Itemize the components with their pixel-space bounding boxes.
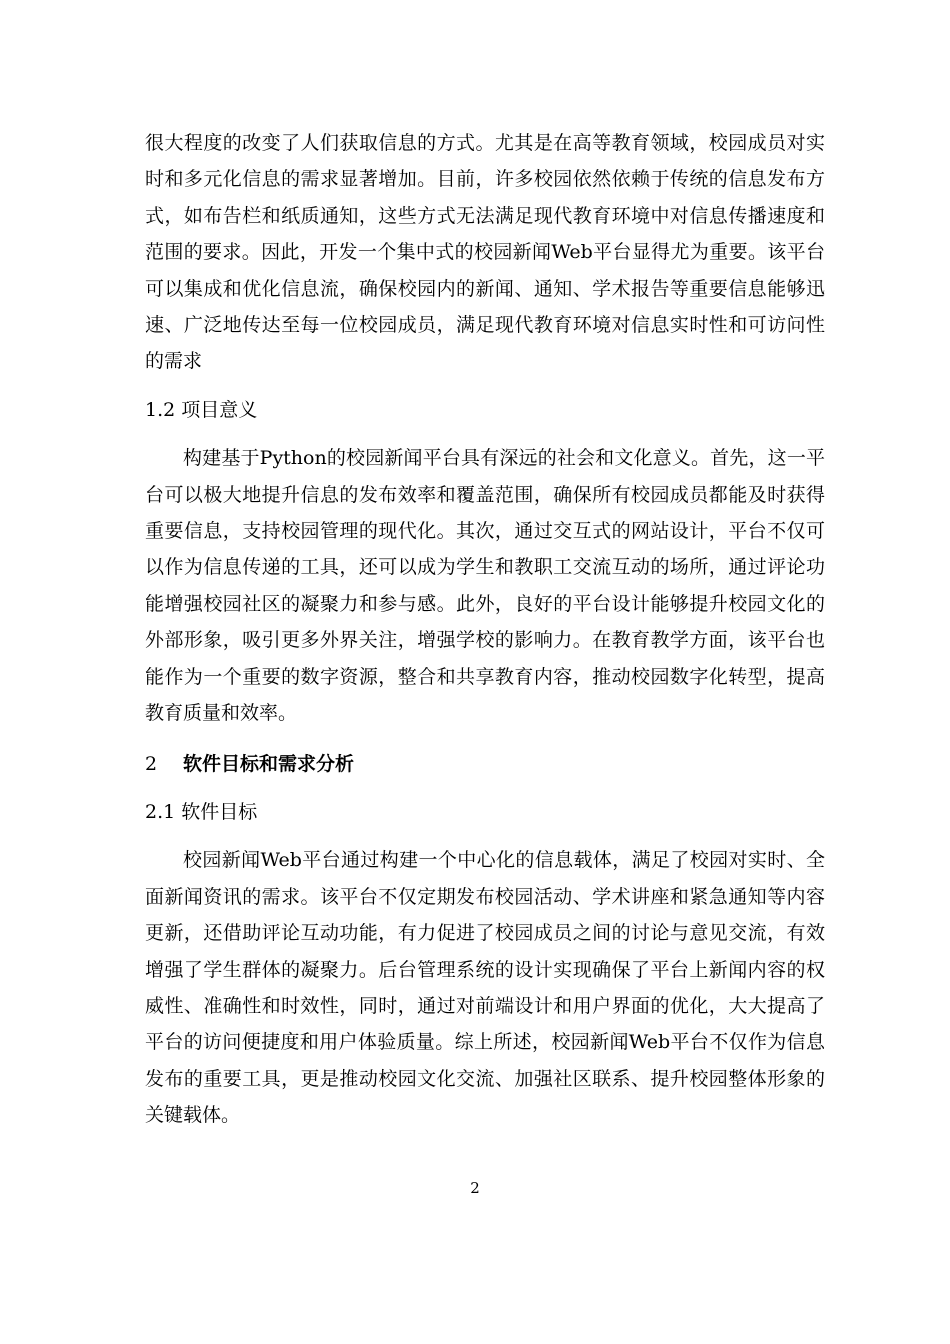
section-1-2-heading: 1.2 项目意义 [145, 398, 258, 421]
intro-paragraph: 很大程度的改变了人们获取信息的方式。尤其是在高等教育领域，校园成员对实时和多元化信息的需求显著增加。目前，许多校园依然依赖于传统的信息发布方式，如布告栏和纸质通知，这些方式无法满足现代教育环境中对信息传播速度和范围的要求。因此，开发一个集中式的校园新闻Web平台显得尤为重要。该平台可以集成和优化信息流，确保校园内的新闻、通知、学术报告等重要信息能够迅速、广泛地传达至每一位校园成员，满足现代教育环境对信息实时性和可访问性的需求 [145, 132, 825, 373]
chapter-2-title: 软件目标和需求分析 [183, 752, 355, 775]
document-body [145, 125, 825, 1134]
section-1-2-paragraph: 构建基于Python的校园新闻平台具有深远的社会和文化意义。首先，这一平台可以极大地提升信息的发布效率和覆盖范围，确保所有校园成员都能及时获得重要信息，支持校园管理的现代化。其次，通过交互式的网站设计，平台不仅可以作为信息传递的工具，还可以成为学生和教职工交流互动的场所，通过评论功能增强校园社区的凝聚力和参与感。此外，良好的平台设计能够提升校园文化的外部形象，吸引更多外界关注，增强学校的影响力。在教育教学方面，该平台也能作为一个重要的数字资源，整合和共享教育内容，推动校园数字化转型，提高教育质量和效率。 [145, 447, 825, 725]
spacer [145, 830, 825, 842]
spacer [145, 380, 825, 392]
section-2-1-paragraph: 校园新闻Web平台通过构建一个中心化的信息载体，满足了校园对实时、全面新闻资讯的需求。该平台不仅定期发布校园活动、学术讲座和紧急通知等内容更新，还借助评论互动功能，有力促进了校园成员之间的讨论与意见交流，有效增强了学生群体的凝聚力。后台管理系统的设计实现确保了平台上新闻内容的权威性、准确性和时效性，同时，通过对前端设计和用户界面的优化，大大提高了平台的访问便捷度和用户体验质量。综上所述，校园新闻Web平台不仅作为信息发布的重要工具，更是推动校园文化交流、加强社区联系、提升校园整体形象的关键载体。 [145, 849, 825, 1127]
spacer [145, 428, 825, 440]
chapter-2-heading [145, 746, 825, 782]
spacer [145, 732, 825, 746]
chapter-2-number: 2 [145, 752, 158, 775]
spacer [145, 782, 825, 794]
page-number: 2 [470, 1179, 480, 1197]
section-2-1-heading: 2.1 软件目标 [145, 800, 258, 823]
